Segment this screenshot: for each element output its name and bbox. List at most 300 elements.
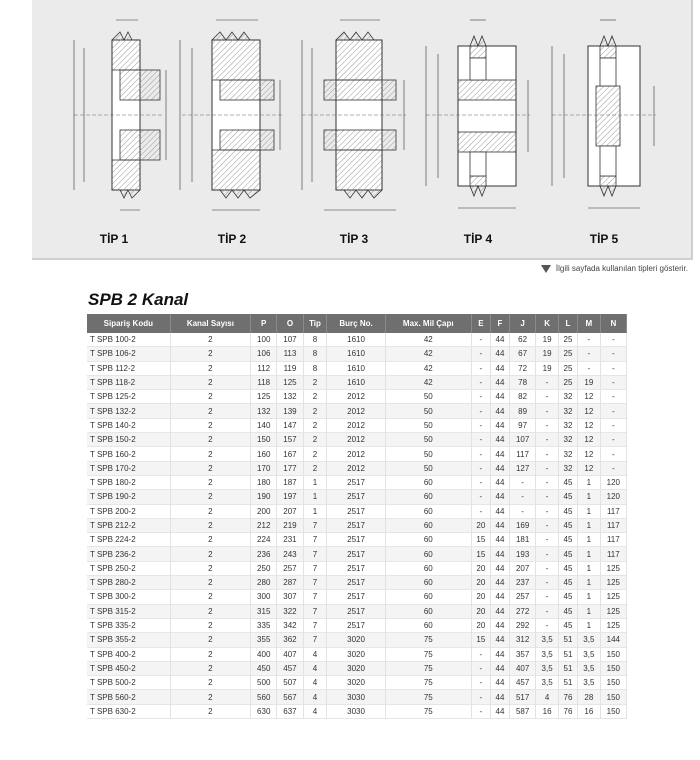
table-cell: 60 (385, 533, 471, 547)
table-cell: 2 (303, 375, 327, 389)
table-row (87, 518, 627, 532)
table-cell: 167 (277, 447, 303, 461)
table-cell: 12 (578, 390, 601, 404)
table-cell: 4 (303, 676, 327, 690)
table-cell: T SPB 450-2 (87, 661, 170, 675)
table-cell: - (471, 375, 490, 389)
table-cell: - (536, 447, 559, 461)
table-cell: T SPB 236-2 (87, 547, 170, 561)
table-cell: 2 (170, 690, 250, 704)
table-cell: 307 (277, 590, 303, 604)
table-cell: - (536, 518, 559, 532)
table-cell: 2 (303, 433, 327, 447)
table-cell: 44 (490, 504, 509, 518)
table-cell: 60 (385, 618, 471, 632)
table-cell: 117 (510, 447, 536, 461)
table-cell: 2 (170, 547, 250, 561)
table-cell: - (471, 475, 490, 489)
table-row (87, 390, 627, 404)
table-cell: 2012 (327, 390, 385, 404)
table-cell: - (471, 676, 490, 690)
table-cell: T SPB 132-2 (87, 404, 170, 418)
table-cell: 237 (510, 576, 536, 590)
table-cell: 181 (510, 533, 536, 547)
table-cell: 2517 (327, 576, 385, 590)
table-cell: - (600, 347, 626, 361)
tip-3-drawing (294, 10, 414, 220)
table-cell: 44 (490, 375, 509, 389)
table-row (87, 533, 627, 547)
table-cell: 60 (385, 504, 471, 518)
table-cell: 1 (578, 561, 601, 575)
table-cell: - (471, 647, 490, 661)
table-cell: 75 (385, 633, 471, 647)
table-cell: - (536, 504, 559, 518)
table-cell: 257 (510, 590, 536, 604)
table-cell: 50 (385, 461, 471, 475)
table-cell: 89 (510, 404, 536, 418)
table-cell: T SPB 100-2 (87, 333, 170, 347)
table-row (87, 576, 627, 590)
table-row (87, 375, 627, 389)
table-row (87, 661, 627, 675)
table-cell: 44 (490, 704, 509, 718)
table-cell: 15 (471, 547, 490, 561)
table-cell: T SPB 560-2 (87, 690, 170, 704)
table-cell: 257 (277, 561, 303, 575)
table-cell: 44 (490, 633, 509, 647)
table-cell: 44 (490, 490, 509, 504)
table-cell: 119 (277, 361, 303, 375)
table-cell: 120 (600, 490, 626, 504)
table-cell: 45 (558, 518, 577, 532)
table-cell: 2 (170, 704, 250, 718)
table-row (87, 561, 627, 575)
table-cell: 2517 (327, 490, 385, 504)
table-row (87, 690, 627, 704)
table-cell: 44 (490, 418, 509, 432)
table-cell: 51 (558, 676, 577, 690)
table-cell: 25 (558, 333, 577, 347)
table-cell: T SPB 300-2 (87, 590, 170, 604)
table-cell: 2517 (327, 518, 385, 532)
table-cell: 2 (170, 490, 250, 504)
table-cell: 60 (385, 518, 471, 532)
table-cell: 2 (170, 676, 250, 690)
table-cell: 125 (251, 390, 277, 404)
table-cell: - (471, 347, 490, 361)
table-cell: - (471, 404, 490, 418)
table-cell: 51 (558, 661, 577, 675)
column-header: K (536, 314, 559, 333)
table-cell: 19 (578, 375, 601, 389)
table-cell: 45 (558, 504, 577, 518)
table-row (87, 347, 627, 361)
table-cell: 250 (251, 561, 277, 575)
table-cell: - (471, 361, 490, 375)
table-cell: 45 (558, 590, 577, 604)
table-cell: 457 (277, 661, 303, 675)
table-row (87, 404, 627, 418)
table-cell: 3030 (327, 704, 385, 718)
table-cell: 45 (558, 576, 577, 590)
table-cell: 2517 (327, 561, 385, 575)
table-cell: 2 (303, 390, 327, 404)
table-cell: 2 (170, 418, 250, 432)
table-cell: 335 (251, 618, 277, 632)
table-cell: 2517 (327, 604, 385, 618)
table-row (87, 647, 627, 661)
table-cell: 3,5 (536, 647, 559, 661)
table-cell: 190 (251, 490, 277, 504)
table-cell: - (600, 418, 626, 432)
table-cell: 7 (303, 590, 327, 604)
table-cell: 20 (471, 576, 490, 590)
table-cell: 2517 (327, 590, 385, 604)
table-cell: 76 (558, 704, 577, 718)
table-row (87, 633, 627, 647)
table-cell: 60 (385, 604, 471, 618)
table-cell: 2 (170, 504, 250, 518)
table-cell: 117 (600, 533, 626, 547)
table-cell: 243 (277, 547, 303, 561)
table-cell: 1610 (327, 333, 385, 347)
table-cell: 2012 (327, 404, 385, 418)
table-cell: 60 (385, 561, 471, 575)
table-cell: 140 (251, 418, 277, 432)
table-cell: 44 (490, 647, 509, 661)
table-cell: 7 (303, 561, 327, 575)
table-cell: T SPB 150-2 (87, 433, 170, 447)
column-header: M (578, 314, 601, 333)
table-cell: 125 (277, 375, 303, 389)
table-cell: 2517 (327, 547, 385, 561)
table-cell: 7 (303, 533, 327, 547)
table-cell: 16 (578, 704, 601, 718)
table-cell: 3020 (327, 633, 385, 647)
column-header: F (490, 314, 509, 333)
table-cell: 132 (277, 390, 303, 404)
column-header: E (471, 314, 490, 333)
table-cell: 16 (536, 704, 559, 718)
table-cell: 1610 (327, 375, 385, 389)
table-cell: 197 (277, 490, 303, 504)
table-cell: 2 (170, 361, 250, 375)
table-cell: 42 (385, 375, 471, 389)
table-cell: 1 (578, 576, 601, 590)
table-cell: 3020 (327, 661, 385, 675)
table-cell: 127 (510, 461, 536, 475)
table-cell: T SPB 500-2 (87, 676, 170, 690)
table-cell: - (536, 618, 559, 632)
table-cell: - (536, 390, 559, 404)
table-cell: 50 (385, 433, 471, 447)
column-header: L (558, 314, 577, 333)
table-cell: 117 (600, 547, 626, 561)
table-cell: 3020 (327, 647, 385, 661)
table-cell: 272 (510, 604, 536, 618)
table-cell: 72 (510, 361, 536, 375)
table-row (87, 475, 627, 489)
table-body (87, 333, 627, 719)
table-cell: - (510, 475, 536, 489)
table-cell: 20 (471, 561, 490, 575)
table-cell: 287 (277, 576, 303, 590)
pulley-type-diagrams (32, 0, 693, 260)
table-cell: 2012 (327, 461, 385, 475)
table-cell: 2 (170, 375, 250, 389)
table-cell: 42 (385, 361, 471, 375)
table-cell: 150 (600, 676, 626, 690)
table-cell: 75 (385, 661, 471, 675)
table-cell: 2 (303, 418, 327, 432)
table-cell: 25 (558, 375, 577, 389)
table-cell: 180 (251, 475, 277, 489)
table-cell: 2 (170, 475, 250, 489)
table-cell: 3020 (327, 676, 385, 690)
table-cell: 3,5 (536, 676, 559, 690)
table-cell: 44 (490, 661, 509, 675)
table-cell: 2012 (327, 418, 385, 432)
table-cell: 2 (170, 661, 250, 675)
table-cell: - (471, 333, 490, 347)
table-cell: 2 (170, 618, 250, 632)
table-cell: T SPB 355-2 (87, 633, 170, 647)
table-cell: 2 (170, 333, 250, 347)
table-cell: 44 (490, 404, 509, 418)
table-cell: 157 (277, 433, 303, 447)
table-cell: 150 (600, 690, 626, 704)
table-cell: 1 (578, 618, 601, 632)
column-header: Kanal Sayısı (170, 314, 250, 333)
table-cell: 500 (251, 676, 277, 690)
tip-2-label: TİP 2 (217, 232, 247, 246)
table-cell: 125 (600, 590, 626, 604)
table-cell: T SPB 224-2 (87, 533, 170, 547)
table-cell: 62 (510, 333, 536, 347)
table-cell: 150 (600, 647, 626, 661)
table-cell: 112 (251, 361, 277, 375)
table-cell: 50 (385, 404, 471, 418)
table-row (87, 676, 627, 690)
table-cell: 160 (251, 447, 277, 461)
table-cell: 44 (490, 547, 509, 561)
tip-5-label: TİP 5 (589, 232, 619, 246)
table-cell: T SPB 315-2 (87, 604, 170, 618)
table-row (87, 547, 627, 561)
table-row (87, 418, 627, 432)
table-cell: 75 (385, 690, 471, 704)
table-cell: 2517 (327, 504, 385, 518)
table-cell: 7 (303, 518, 327, 532)
table-cell: - (600, 333, 626, 347)
table-cell: T SPB 112-2 (87, 361, 170, 375)
table-cell: - (578, 333, 601, 347)
table-cell: 125 (600, 604, 626, 618)
tip-4-diagram (418, 10, 538, 246)
table-cell: 2012 (327, 447, 385, 461)
table-cell: 12 (578, 404, 601, 418)
table-cell: 3030 (327, 690, 385, 704)
table-cell: 457 (510, 676, 536, 690)
table-cell: T SPB 335-2 (87, 618, 170, 632)
table-cell: 4 (303, 661, 327, 675)
column-header: Burç No. (327, 314, 385, 333)
table-cell: 120 (600, 475, 626, 489)
table-cell: 12 (578, 433, 601, 447)
table-cell: 3,5 (536, 661, 559, 675)
table-cell: 125 (600, 618, 626, 632)
table-cell: 44 (490, 676, 509, 690)
type-note (541, 264, 688, 273)
table-cell: 12 (578, 447, 601, 461)
table-cell: 19 (536, 361, 559, 375)
table-cell: 44 (490, 690, 509, 704)
table-cell: - (600, 390, 626, 404)
table-cell: 2012 (327, 433, 385, 447)
table-cell: 32 (558, 447, 577, 461)
table-cell: - (536, 404, 559, 418)
tip-1-label: TİP 1 (99, 232, 129, 246)
table-cell: 2 (170, 576, 250, 590)
table-cell: 45 (558, 547, 577, 561)
spec-table (87, 314, 627, 719)
table-cell: 2 (170, 447, 250, 461)
table-cell: 2 (170, 518, 250, 532)
table-cell: 32 (558, 418, 577, 432)
table-cell: 315 (251, 604, 277, 618)
table-cell: T SPB 140-2 (87, 418, 170, 432)
table-cell: 2 (170, 633, 250, 647)
table-cell: 118 (251, 375, 277, 389)
table-cell: 2 (170, 433, 250, 447)
table-cell: 1 (303, 490, 327, 504)
table-row (87, 433, 627, 447)
table-cell: 177 (277, 461, 303, 475)
table-cell: 2517 (327, 618, 385, 632)
table-cell: - (600, 361, 626, 375)
table-cell: 44 (490, 461, 509, 475)
table-cell: T SPB 630-2 (87, 704, 170, 718)
table-cell: 342 (277, 618, 303, 632)
table-row (87, 333, 627, 347)
table-cell: 60 (385, 547, 471, 561)
column-header: Tip (303, 314, 327, 333)
table-cell: 170 (251, 461, 277, 475)
table-cell: 236 (251, 547, 277, 561)
table-cell: 8 (303, 361, 327, 375)
table-cell: 45 (558, 490, 577, 504)
tip-3-label: TİP 3 (339, 232, 369, 246)
table-cell: T SPB 160-2 (87, 447, 170, 461)
table-cell: 45 (558, 618, 577, 632)
table-cell: 7 (303, 633, 327, 647)
tip-5-diagram (544, 10, 664, 246)
table-cell: 1 (578, 590, 601, 604)
table-cell: 2 (170, 590, 250, 604)
table-cell: 1 (578, 490, 601, 504)
table-cell: 25 (558, 347, 577, 361)
table-cell: 44 (490, 361, 509, 375)
table-cell: - (471, 704, 490, 718)
tip-1-drawing (54, 10, 174, 220)
table-cell: - (471, 433, 490, 447)
table-cell: 357 (510, 647, 536, 661)
table-cell: 100 (251, 333, 277, 347)
table-cell: 44 (490, 604, 509, 618)
table-cell: 517 (510, 690, 536, 704)
table-cell: 1 (578, 518, 601, 532)
table-cell: 125 (600, 561, 626, 575)
table-cell: - (471, 461, 490, 475)
table-cell: 32 (558, 461, 577, 475)
table-cell: 3,5 (536, 633, 559, 647)
table-cell: 7 (303, 576, 327, 590)
table-cell: - (600, 433, 626, 447)
table-cell: 1 (578, 547, 601, 561)
table-cell: - (471, 690, 490, 704)
table-cell: 200 (251, 504, 277, 518)
table-row (87, 361, 627, 375)
table-cell: 1610 (327, 361, 385, 375)
table-cell: 45 (558, 604, 577, 618)
table-cell: - (536, 576, 559, 590)
table-cell: 15 (471, 533, 490, 547)
table-cell: 42 (385, 333, 471, 347)
table-row (87, 490, 627, 504)
table-cell: 45 (558, 475, 577, 489)
table-cell: 407 (277, 647, 303, 661)
table-cell: 44 (490, 347, 509, 361)
table-cell: 1610 (327, 347, 385, 361)
table-cell: 125 (600, 576, 626, 590)
table-cell: T SPB 280-2 (87, 576, 170, 590)
tip-3-diagram (294, 10, 414, 246)
table-cell: 45 (558, 561, 577, 575)
table-cell: 355 (251, 633, 277, 647)
table-cell: - (510, 504, 536, 518)
table-cell: T SPB 200-2 (87, 504, 170, 518)
table-cell: 44 (490, 390, 509, 404)
table-cell: 567 (277, 690, 303, 704)
table-cell: 15 (471, 633, 490, 647)
table-cell: - (536, 433, 559, 447)
tip-1-diagram (54, 10, 174, 246)
tip-2-diagram (172, 10, 292, 246)
table-cell: 44 (490, 533, 509, 547)
table-cell: 51 (558, 647, 577, 661)
table-cell: 19 (536, 333, 559, 347)
table-cell: - (600, 447, 626, 461)
table-cell: 2517 (327, 475, 385, 489)
table-cell: 2 (170, 347, 250, 361)
table-cell: 7 (303, 547, 327, 561)
table-cell: 50 (385, 447, 471, 461)
table-cell: 12 (578, 461, 601, 475)
table-cell: 4 (303, 690, 327, 704)
table-cell: T SPB 400-2 (87, 647, 170, 661)
table-cell: 2 (170, 561, 250, 575)
table-cell: - (536, 418, 559, 432)
table-cell: - (471, 490, 490, 504)
table-cell: 2 (170, 533, 250, 547)
table-cell: 407 (510, 661, 536, 675)
column-header: O (277, 314, 303, 333)
table-cell: 3,5 (578, 633, 601, 647)
table-cell: 7 (303, 618, 327, 632)
table-cell: - (471, 390, 490, 404)
table-cell: 139 (277, 404, 303, 418)
